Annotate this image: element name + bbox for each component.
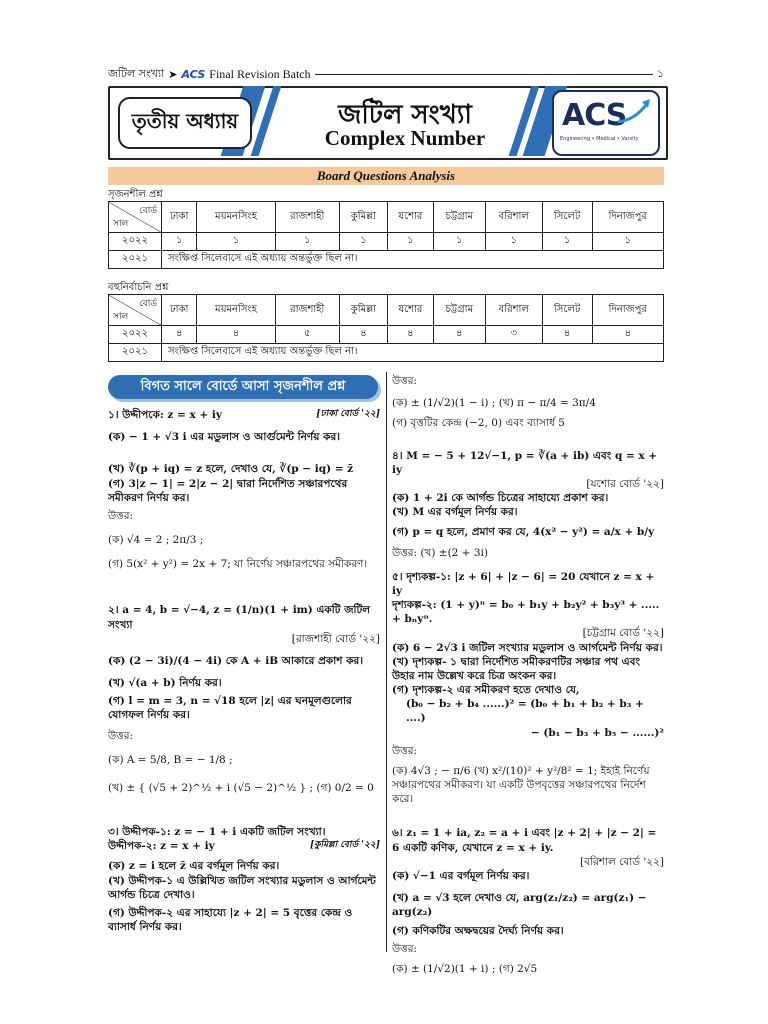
header-rule — [315, 74, 653, 75]
count-cell: ১ — [542, 233, 592, 251]
logo-tagline: Engineering • Medical • Varsity — [560, 136, 639, 142]
count-cell: ৪ — [433, 326, 485, 344]
answer-line: (ক) ± (1/√2)(1 + i) ; (গ) 2√5 — [392, 962, 538, 975]
count-cell: ৩ — [485, 326, 542, 344]
count-cell: ১ — [388, 233, 434, 251]
title-english: Complex Number — [324, 126, 486, 150]
question-line: ৫। দৃশ্যকল্প-১: |z + 6| + |z − 6| = 20 যেখানে z = x + iy — [392, 570, 655, 597]
board-cell: সিলেট — [542, 202, 592, 233]
chapter-label: তৃতীয় অধ্যায় — [118, 97, 252, 149]
count-cell: ১ — [275, 233, 339, 251]
count-cell: ১ — [197, 233, 275, 251]
acs-logo — [552, 90, 660, 156]
count-cell: ৫ — [275, 326, 339, 344]
table-header-row — [109, 295, 664, 326]
board-analysis-bar: Board Questions Analysis — [108, 167, 664, 185]
board-cell: দিনাজপুর — [592, 202, 663, 233]
count-cell: ৪ — [592, 326, 663, 344]
board-ref: [চট্টগ্রাম বোর্ড '২২] — [582, 627, 664, 640]
board-cell: চট্টগ্রাম — [433, 202, 485, 233]
count-cell: ১ — [162, 233, 197, 251]
board-cell: রাজশাহী — [275, 295, 339, 326]
count-cell: ৪ — [542, 326, 592, 344]
equation-line: − (b₁ − b₃ + b₅ − ......)² — [530, 726, 664, 739]
board-year-cell: বোর্ড সাল — [109, 295, 162, 326]
question-part: (গ) দৃশ্যকল্প-২ এর সমীকরণ হতে দেখাও যে, — [392, 684, 580, 697]
question-line: [ঢাকা বোর্ড '২২] ১। উদ্দীপকে: z = x + iy — [108, 409, 380, 421]
question-part: (ক) 1 + 2i কে আর্গন্ড চিত্রের সাহায্যে প্রকাশ কর। — [392, 492, 609, 505]
question-line: ৬। z₁ = 1 + ia, z₂ = a + i এবং |z + 2| + |z − 2| = 6 একটি কণিক, যেখানে z = x + iy. — [392, 827, 657, 854]
table-row — [109, 251, 664, 269]
header-brand: ACS — [181, 67, 206, 81]
question-part: (গ) l = m = 3, n = √18 হলে |z| এর ঘনমূলগুলোর যোগফল নির্ণয় কর। — [108, 695, 352, 722]
question-part: (গ) 3|z − 1| = 2|z − 2| দ্বারা নির্দেশিত সঞ্চারপথের সমীকরণ নির্ণয় কর। — [108, 477, 348, 504]
board-ref: [রাজশাহী বোর্ড '২২] — [291, 632, 380, 645]
count-cell: ৪ — [197, 326, 275, 344]
year-cell: ২০২১ — [109, 344, 162, 362]
year-cell: ২০২১ — [109, 251, 162, 269]
count-cell: ১ — [592, 233, 663, 251]
right-column — [392, 374, 664, 976]
question-line: [কুমিল্লা বোর্ড '২২] উদ্দীপক-২: z = x + iy — [108, 840, 380, 853]
board-cell: যশোর — [388, 295, 434, 326]
answer-line: (খ) ± { (√5 + 2)^½ + i (√5 − 2)^½ } ; (গ) 0/2 = 0 — [108, 781, 374, 794]
creative-table — [108, 201, 664, 269]
answer-line: (ক) √4 = 2 ; 2π/3 ; — [108, 534, 204, 547]
question-part: (ক) (2 − 3i)/(4 − 4i) কে A + iB আকারে প্রকাশ কর। — [108, 654, 364, 667]
board-ref: [যশোর বোর্ড '২২] — [586, 477, 664, 490]
count-cell: ১ — [485, 233, 542, 251]
arrow-icon — [614, 96, 654, 126]
question-line: দৃশ্যকল্প-২: (1 + y)ⁿ = b₀ + b₁y + b₂y² + b₃y³ + ..... + bₙyⁿ. — [392, 599, 660, 626]
year-cell: ২০২২ — [109, 233, 162, 251]
table-row — [109, 344, 664, 362]
board-cell: বরিশাল — [485, 202, 542, 233]
question-part: (খ) ∛(p + iq) = z হলে, দেখাও যে, ∛(p − iq) = z̄ — [108, 463, 354, 476]
question-part: (গ) উদ্দীপক-২ এর সাহায্যে |z + 2| = 5 বৃত্তের কেন্দ্র ও ব্যাসার্ধ নির্ণয় কর। — [108, 906, 353, 934]
question-line: ২। a = 4, b = √−4, z = (1/n)(1 + im) একটি জটিল সংখ্যা — [108, 604, 371, 631]
table-header-row — [109, 202, 664, 233]
question-part: (ক) 6 − 2√3 i জটিল সংখ্যার মডুলাস ও আর্গমেন্ট নির্ণয় কর। — [392, 641, 663, 654]
answer-line: (গ) 5(x² + y²) = 2x + 7; যা নির্ণেয় সঞ্চারপথের সমীকরণ। — [108, 558, 368, 571]
board-ref: [বরিশাল বোর্ড '২২] — [580, 855, 664, 868]
answer-label: উত্তর: — [392, 942, 418, 955]
question-part: (গ) p = q হলে, প্রমাণ কর যে, 4(x² − y²) = a/x + b/y — [392, 526, 655, 539]
header-batch: Final Revision Batch — [209, 66, 311, 81]
question-part: (ক) z = i হলে z̄ এর বর্গমূল নির্ণয় কর। — [108, 860, 280, 873]
equation-line: (b₀ − b₂ + b₄ ......)² = (b₀ + b₁ + b₂ + b₃ + ....) — [406, 698, 644, 725]
board-cell: কুমিল্লা — [339, 202, 387, 233]
question-part: (খ) উদ্দীপক-১ এ উল্লিখিত জটিল সংখ্যার মডুলাস ও আর্গমেন্ট আর্গন্ড চিত্রে দেখাও। — [108, 874, 376, 901]
board-cell: দিনাজপুর — [592, 295, 663, 326]
question-line: ৩। উদ্দীপক-১: z = − 1 + i একটি জটিল সংখ্যা। — [108, 826, 326, 839]
board-cell: ময়মনসিংহ — [197, 295, 275, 326]
question-part: (খ) √(a + b) নির্ণয় কর। — [108, 677, 222, 690]
count-cell: ৪ — [339, 326, 387, 344]
board-cell: কুমিল্লা — [339, 295, 387, 326]
count-cell: ৪ — [388, 326, 434, 344]
note-cell: সংক্ষিপ্ত সিলেবাসে এই অধ্যায় অন্তর্ভুক্ত ছিল না। — [162, 344, 664, 362]
board-cell: রাজশাহী — [275, 202, 339, 233]
running-header: জটিল সংখ্যা ➤ ACS Final Revision Batch ১ — [108, 66, 664, 82]
header-chapter: জটিল সংখ্যা — [108, 66, 165, 80]
question-part: (খ) দৃশ্যকল্প- ১ দ্বারা নির্দেশিত সমীকরণটির সঞ্চার পথ এবং উহার নাম উল্লেখ করে চিত্র অংকন কর। — [392, 655, 641, 682]
section-heading: বিগত সালে বোর্ডে আসা সৃজনশীল প্রশ্ন — [108, 375, 378, 399]
answer-label: উত্তর: — [108, 729, 134, 742]
board-cell: ঢাকা — [162, 202, 197, 233]
board-cell: বরিশাল — [485, 295, 542, 326]
answer-line: (ক) A = 5/8, B = − 1/8 ; — [108, 753, 233, 766]
answer-label: উত্তর: — [392, 744, 418, 757]
question-part: (গ) কণিকটির অক্ষদ্বয়ের দৈর্ঘ্য নির্ণয় কর। — [392, 924, 564, 937]
answer-line: (গ) বৃত্তটির কেন্দ্র (−2, 0) এবং ব্যাসার্ধ 5 — [392, 417, 565, 430]
mcq-table — [108, 294, 664, 362]
column-divider — [386, 372, 387, 952]
question-line: ৪। M = − 5 + 12√−1, p = ∛(a + ib) এবং q = x + iy — [392, 449, 658, 476]
creative-label: সৃজনশীল প্রশ্ন — [108, 189, 163, 200]
note-cell: সংক্ষিপ্ত সিলেবাসে এই অধ্যায় অন্তর্ভুক্ত ছিল না। — [162, 251, 664, 269]
board-cell: সিলেট — [542, 295, 592, 326]
count-cell: ৪ — [162, 326, 197, 344]
answer-label: উত্তর: — [392, 375, 418, 387]
title-bengali: জটিল সংখ্যা — [338, 100, 472, 130]
count-cell: ১ — [339, 233, 387, 251]
question-part: (খ) M এর বর্গমূল নির্ণয় কর। — [392, 506, 518, 519]
board-cell: ঢাকা — [162, 295, 197, 326]
table-row — [109, 233, 664, 251]
answer-line: (ক) ± (1/√2)(1 − i) ; (খ) π − π/4 = 3π/4 — [392, 397, 596, 410]
board-cell: চট্টগ্রাম — [433, 295, 485, 326]
board-cell: ময়মনসিংহ — [197, 202, 275, 233]
question-part: (ক) − 1 + √3 i এর মডুলাস ও আর্গুমেন্ট নির্ণয় কর। — [108, 431, 340, 444]
answer-line: (ক) 4√3 ; − π/6 (খ) x²/(10)² + y²/8² = 1; ইহাই নির্ণেয় সঞ্চারপথের সমীকরণ। যা একটি উপবৃত্তের সঞ্চারপথের নির্দেশ করে। — [392, 764, 650, 806]
board-year-cell: বোর্ড সাল — [109, 202, 162, 233]
left-column — [108, 406, 380, 934]
page-number: ১ — [656, 66, 664, 80]
board-cell: যশোর — [388, 202, 434, 233]
mcq-label: বহুনির্বাচনি প্রশ্ন — [108, 282, 169, 293]
question-part: (খ) a = √3 হলে দেখাও যে, arg(z₁/z₂) = arg(z₁) − arg(z₂) — [392, 892, 647, 919]
year-cell: ২০২২ — [109, 326, 162, 344]
question-part: (ক) √−1 এর বর্গমূল নির্ণয় কর। — [392, 869, 530, 882]
answer-label: উত্তর: — [108, 509, 134, 522]
answer-line: উত্তর: (খ) ±(2 + 3i) — [392, 546, 488, 559]
count-cell: ১ — [433, 233, 485, 251]
logo-text: ACS — [562, 98, 627, 133]
table-row — [109, 326, 664, 344]
